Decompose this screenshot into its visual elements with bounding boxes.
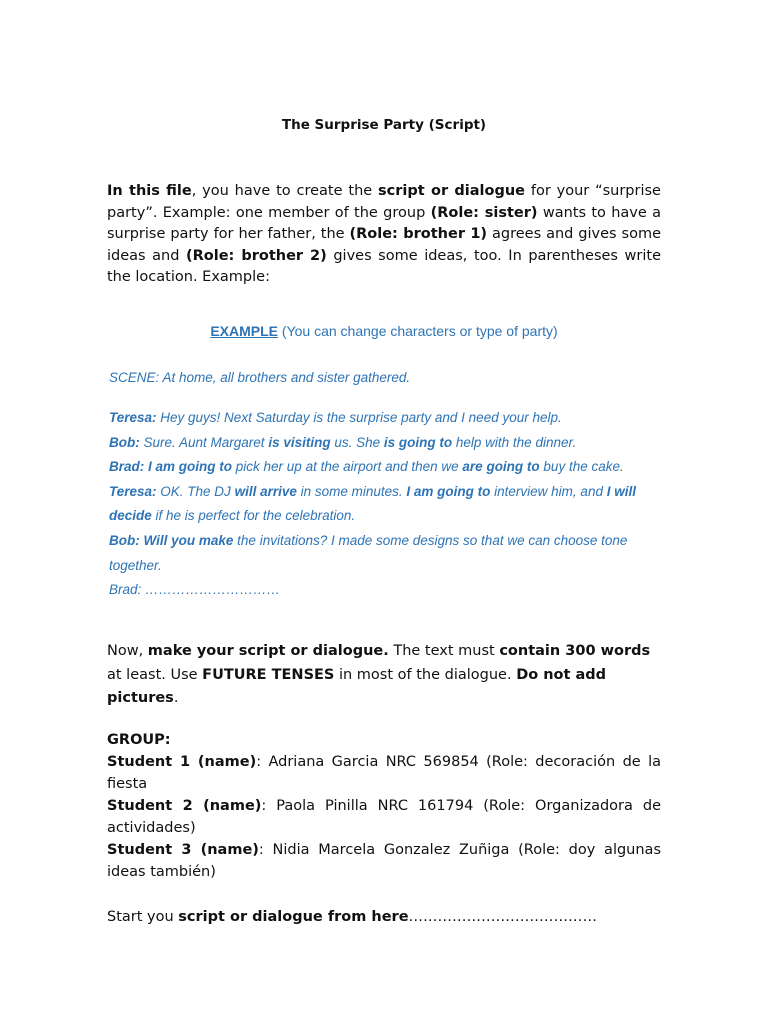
intro-bold: (Role: brother 2) [185,247,327,264]
instr-bold: contain 300 words [499,643,651,659]
intro-bold: In this file [107,183,192,199]
intro-paragraph [107,181,661,289]
document-title: The Surprise Party (Script) [281,117,487,133]
example-heading [0,323,768,339]
instr-text: The text must [388,643,500,659]
intro-text: wants to have a surprise party for her father, the [107,204,661,243]
student-colon: : [256,754,262,770]
student-2 [107,795,661,839]
student-label: Student 1 (name) [107,754,257,770]
instr-text: . [173,690,179,706]
group-label: GROUP: [107,732,171,748]
script-lines [109,406,669,578]
script-speaker: Bob: [109,434,140,450]
script-speaker: Brad: [109,459,145,475]
script-text: us. She [330,434,384,450]
script-emphasis: are going to [462,459,540,475]
instr-bold: Do not add pictures [107,666,607,706]
student-label: Student 2 (name) [107,798,262,814]
intro-bold: script or dialogue [378,183,525,199]
script-text: interview him, and [490,483,607,499]
script-speaker: Bob: [109,532,140,548]
student-colon: : [261,798,267,814]
script-emphasis: I am going to [148,459,233,475]
instr-text: in most of the dialogue. [334,666,517,683]
script-line [109,480,669,529]
script-text: Sure. Aunt Margaret [139,434,269,450]
script-speaker: Teresa: [109,483,157,499]
start-bold: script or dialogue from here [178,909,409,925]
student-1 [107,751,661,795]
start-text: Start you [107,909,179,925]
script-dots: ………………………… [141,582,281,598]
script-text: Hey guys! Next Saturday is the surprise party and I need your help. [156,410,562,425]
script-emphasis: is going to [383,434,453,450]
student-details: Adriana Garcia NRC 569854 (Role: decoración de la fiesta [107,754,661,792]
start-line [107,906,667,928]
intro-text: agrees and gives some ideas and [107,226,661,264]
student-details: Nidia Marcela Gonzalez Zuñiga (Role: doy algunas ideas también) [107,842,661,880]
student-details: Paola Pinilla NRC 161794 (Role: Organizadora de actividades) [107,798,661,836]
script-text: OK. The DJ [156,483,235,499]
script-text: in some minutes. [296,483,407,499]
script-line [109,406,669,431]
script-emphasis: will arrive [234,483,297,499]
start-dots: ………………………………… [408,909,598,925]
script-emphasis: is visiting [268,434,331,450]
script-text: if he is perfect for the celebration. [151,508,356,524]
group-section [107,729,661,883]
student-label: Student 3 (name) [107,842,259,858]
student-3 [107,839,661,883]
example-script [109,366,669,603]
intro-text: for your “surprise party”. Example: one member of the group [107,183,661,221]
intro-bold: (Role: sister) [430,204,538,221]
script-text: help with the dinner. [452,434,577,450]
intro-bold: (Role: brother 1) [349,226,488,243]
intro-text: , you have to create the [191,183,379,199]
instr-text: Now, [107,643,148,659]
instructions-paragraph [107,640,667,711]
script-text: buy the cake. [539,459,624,475]
script-emphasis: I will decide [109,483,636,524]
instr-bold: make your script or dialogue. [147,643,389,659]
example-note: (You can change characters or type of party) [278,323,558,339]
intro-text: gives some ideas, too. In parentheses write the location. Example: [107,247,661,286]
script-line [109,455,669,480]
script-speaker: Teresa: [109,410,157,425]
student-colon: : [258,842,264,858]
script-emphasis: I am going to [406,483,491,499]
example-word: EXAMPLE [210,323,279,339]
script-scene: SCENE: At home, all brothers and sister gathered. [109,370,411,385]
script-emphasis: Will you make [143,532,234,548]
instr-text: at least. Use [107,666,203,683]
script-text: pick her up at the airport and then we [232,459,463,475]
script-line [109,529,669,578]
script-speaker: Brad: [109,582,142,598]
script-line-last [109,578,669,603]
instr-bold: FUTURE TENSES [202,666,335,683]
script-text: the invitations? I made some designs so that we can choose tone together. [109,532,628,573]
script-line [109,431,669,456]
